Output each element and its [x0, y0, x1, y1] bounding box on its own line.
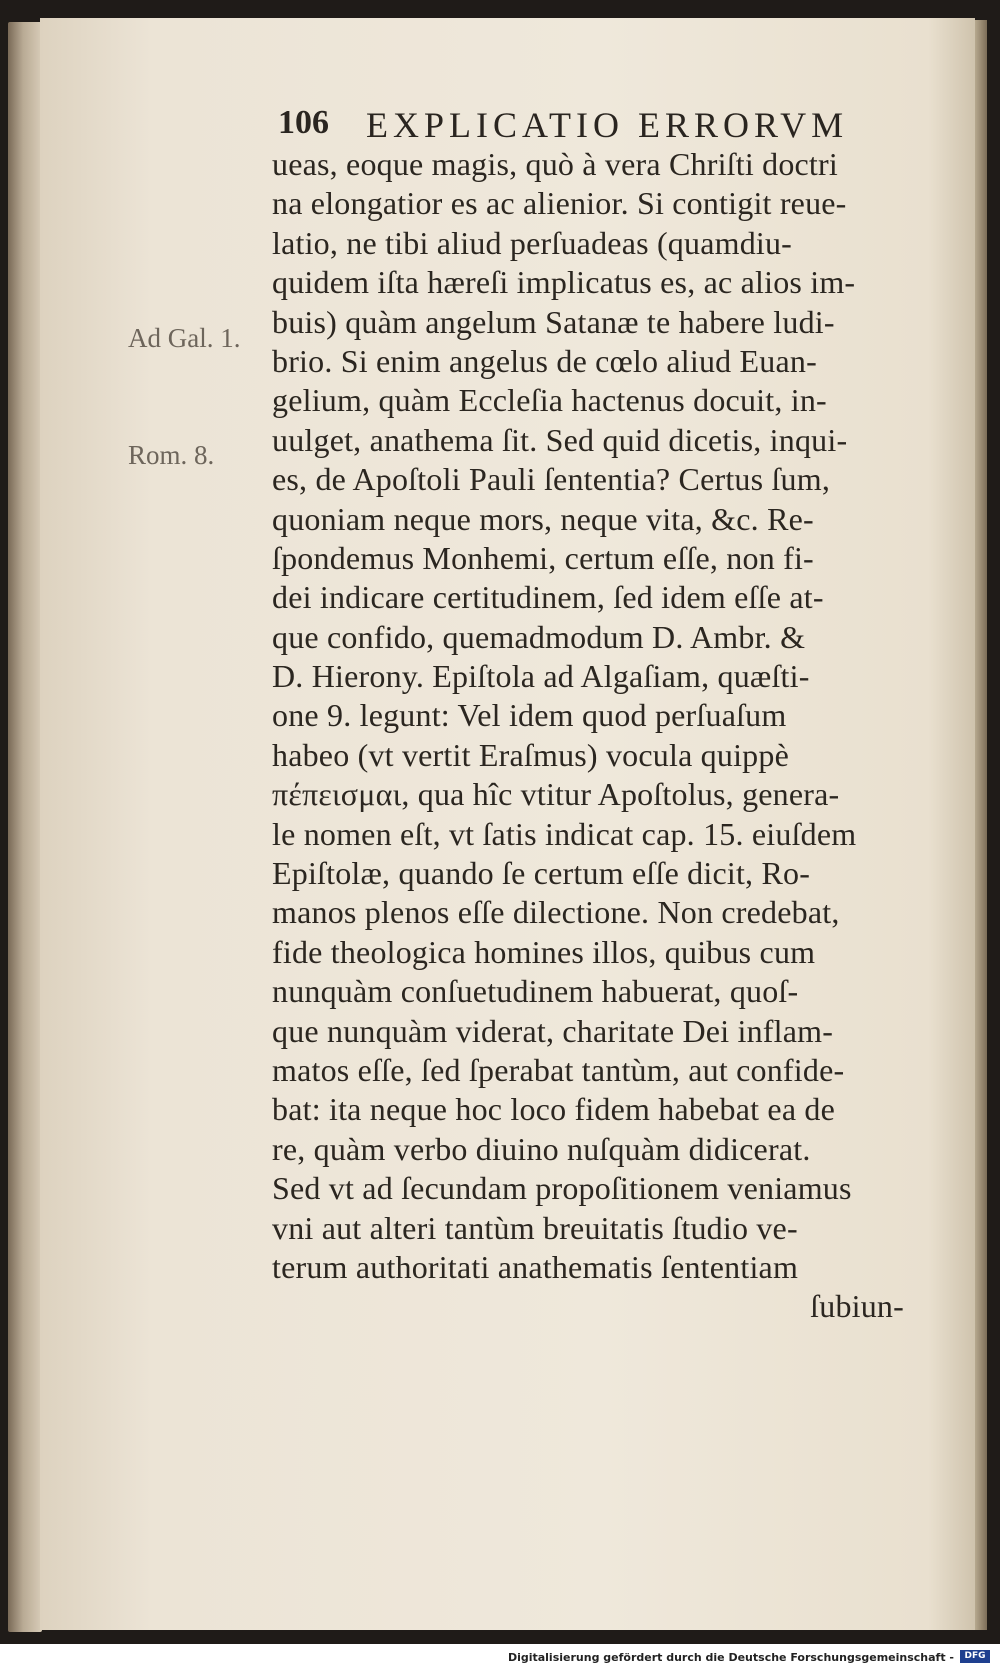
digitization-footer	[0, 1644, 1000, 1671]
text-line: Epiſtolæ, quando ſe certum eſſe dicit, Ro-	[272, 855, 811, 892]
text-line: terum authoritati anathematis ſententiam	[272, 1248, 799, 1285]
text-line: πέπεισμαι, qua hîc vtitur Apoſtolus, genera-	[272, 776, 840, 813]
text-line: re, quàm verbo diuino nuſquàm didicerat.	[272, 1130, 811, 1167]
text-line: es, de Apoſtoli Pauli ſententia? Certus ſum,	[272, 461, 831, 498]
catchword: ſubiun-	[810, 1288, 904, 1325]
page-edge-right	[975, 20, 987, 1630]
running-head	[278, 104, 918, 148]
text-line: fide theologica homines illos, quibus cum	[272, 933, 816, 970]
text-line: matos eſſe, ſed ſperabat tantùm, aut confide-	[272, 1051, 845, 1088]
text-line: brio. Si enim angelus de cœlo aliud Euan-	[272, 342, 817, 379]
text-line: manos plenos eſſe dilectione. Non credebat,	[272, 894, 840, 931]
funding-credit: Digitalisierung gefördert durch die Deutsche Forschungsgemeinschaft -	[507, 1651, 954, 1664]
text-line: gelium, quàm Eccleſia hactenus docuit, in-	[272, 382, 827, 419]
text-line: ueas, eoque magis, quò à vera Chriſti doctri	[272, 146, 838, 182]
text-line: uulget, anathema ſit. Sed quid dicetis, inqui-	[272, 421, 848, 458]
text-line: nunquàm conſuetudinem habuerat, quoſ-	[272, 973, 799, 1010]
marginal-note-gal: Ad Gal. 1.	[128, 323, 241, 353]
text-line: ſpondemus Monhemi, certum eſſe, non fi-	[272, 539, 814, 576]
text-line: quidem iſta hæreſi implicatus es, ac alios im-	[272, 264, 856, 301]
running-title: EXPLICATIO ERRORVM	[366, 105, 849, 145]
text-line: bat: ita neque hoc loco fidem habebat ea de	[272, 1091, 836, 1128]
text-line: D. Hierony. Epiſtola ad Algaſiam, quæſti-	[272, 658, 810, 695]
text-line: latio, ne tibi aliud perſuadeas (quamdiu-	[272, 224, 793, 261]
text-line: dei indicare certitudinem, ſed idem eſſe at-	[272, 579, 824, 616]
text-line: que nunquàm viderat, charitate Dei inflam-	[272, 1012, 834, 1049]
main-text	[272, 145, 922, 1327]
text-line: one 9. legunt: Vel idem quod perſuaſum	[272, 697, 787, 734]
text-line: habeo (vt vertit Eraſmus) vocula quippè	[272, 736, 789, 773]
marginal-note-rom: Rom. 8.	[128, 440, 215, 470]
text-line: quoniam neque mors, neque vita, &c. Re-	[272, 500, 814, 537]
page-number: 106	[278, 104, 329, 141]
text-line: na elongatior es ac alienior. Si contigit reue-	[272, 185, 847, 222]
text-line: que confido, quemadmodum D. Ambr. &	[272, 618, 806, 655]
dfg-logo: DFG	[960, 1650, 990, 1663]
text-line: Sed vt ad ſecundam propoſitionem veniamus	[272, 1170, 852, 1207]
text-line: le nomen eſt, vt ſatis indicat cap. 15. eiuſdem	[272, 815, 857, 852]
page-edge-left	[8, 22, 42, 1632]
text-line: buis) quàm angelum Satanæ te habere ludi-	[272, 303, 835, 340]
text-line: vni aut alteri tantùm breuitatis ſtudio ve-	[272, 1209, 798, 1246]
